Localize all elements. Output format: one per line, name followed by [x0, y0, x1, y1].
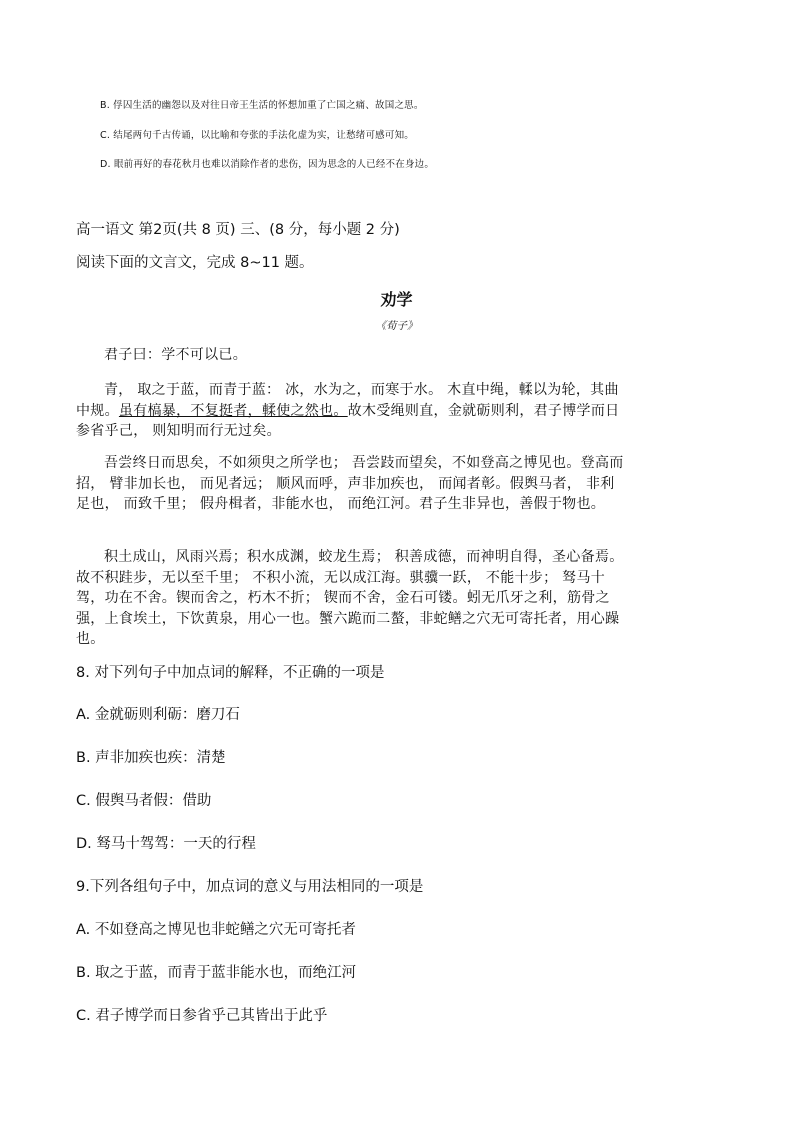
question-8-option-a: A. 金就砺则利砺：磨刀石 [76, 707, 240, 723]
question-8-stem: 8. 对下列句子中加点词的解释，不正确的一项是 [76, 665, 385, 681]
question-9-option-b: B. 取之于蓝，而青于蓝非能水也，而绝江河 [76, 965, 357, 981]
prev-option-b: B. 俘囚生活的幽怨以及对往日帝王生活的怀想加重了亡国之痛、故国之思。 [100, 100, 424, 111]
passage-paragraph-4: 积土成山，风雨兴焉；积水成渊，蛟龙生焉； 积善成德，而神明自得，圣心备焉。故不积跬步，无以至千里； 不积小流，无以成江海。骐骥一跃， 不能十步； 驽马十驾，功在不舍。锲而舍之，朽木不折； 锲而不舍，金石可镂。蚓无爪牙之利，筋骨之强，上食埃土，下饮黄泉，用心一也。蟹六跪而二螯，非蛇鳝之穴无可寄托者，用心躁也。 [76, 549, 624, 648]
question-8-option-b: B. 声非加疾也疾：清楚 [76, 750, 226, 766]
passage-paragraph-3: 吾尝终日而思矣，不如须臾之所学也； 吾尝跂而望矣，不如登高之博见也。登高而招， 臂非加长也， 而见者远； 顺风而呼，声非加疾也， 而闻者彰。假舆马者， 非利足也， 而致千里； 假舟楫者，非能水也， 而绝江河。君子生非异也，善假于物也。 [76, 455, 624, 513]
paragraph-2-text-a: 青， 取之于蓝，而青于蓝： 冰，水为之，而寒于水。 木直中绳，輮以为轮，其曲中规。 [76, 382, 619, 419]
question-8-option-d: D. 驽马十驾驾：一天的行程 [76, 836, 256, 852]
prev-option-c: C. 结尾两句千古传诵，以比喻和夸张的手法化虚为实，让愁绪可感可知。 [100, 130, 414, 141]
passage-author: 《荀子》 [375, 320, 418, 332]
question-9-option-a: A. 不如登高之博见也非蛇鳝之穴无可寄托者 [76, 922, 356, 938]
question-9-option-c: C. 君子博学而日参省乎己其皆出于此乎 [76, 1008, 328, 1024]
underlined-sentence: 虽有槁暴，不复挺者，輮使之然也。 [118, 402, 348, 419]
section-instruction: 阅读下面的文言文，完成 8~11 题。 [76, 255, 314, 271]
page-header: 高一语文 第2页(共 8 页) 三、(8 分，每小题 2 分) [76, 222, 400, 238]
prev-option-d: D. 眼前再好的春花秋月也难以消除作者的悲伤，因为思念的人已经不在身边。 [100, 159, 435, 170]
passage-paragraph-1: 君子曰：学不可以已。 [104, 347, 247, 363]
passage-title: 劝学 [380, 290, 413, 309]
question-9-stem: 9.下列各组句子中，加点词的意义与用法相同的一项是 [76, 879, 424, 895]
question-8-option-c: C. 假舆马者假：借助 [76, 793, 212, 809]
paragraph-2-text-b: 故木受绳则直，金就砺则利，君子博学而日参省乎己， 则知明而行无过矣。 [76, 402, 620, 440]
passage-paragraph-2 [76, 380, 628, 442]
